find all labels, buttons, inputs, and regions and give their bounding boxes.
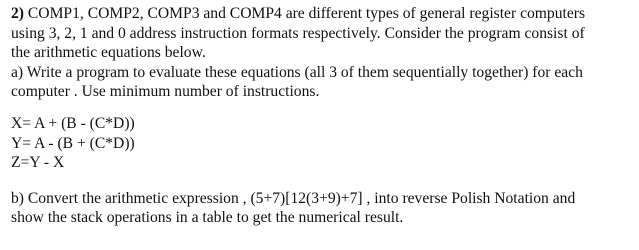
- intro-line-2: using 3, 2, 1 and 0 address instruction formats respectively. Consider the program consist of: [11, 24, 585, 42]
- part-a-line-2: computer . Use minimum number of instructions.: [11, 83, 320, 101]
- part-a-line-1: a) Write a program to evaluate these equations (all 3 of them sequentially together) for each: [11, 63, 583, 81]
- question-number: 2): [11, 5, 24, 22]
- spacer: [11, 102, 631, 114]
- equation-x: X= A + (B - (C*D)): [11, 114, 135, 132]
- part-b-line-1: b) Convert the arithmetic expression , (5+7)[12(3+9)+7] , into reverse Polish Notation and: [11, 189, 576, 207]
- question-document: [11, 4, 631, 228]
- equation-z: Z=Y - X: [11, 154, 65, 172]
- part-b-line-2: show the stack operations in a table to get the numerical result.: [11, 209, 404, 227]
- intro-line-3: the arithmetic equations below.: [11, 44, 206, 62]
- intro-line-1: [11, 4, 631, 24]
- spacer: [11, 173, 631, 189]
- equation-y: Y= A - (B + (C*D)): [11, 134, 135, 152]
- intro-text-1: COMP1, COMP2, COMP3 and COMP4 are different types of general register computers: [27, 5, 586, 22]
